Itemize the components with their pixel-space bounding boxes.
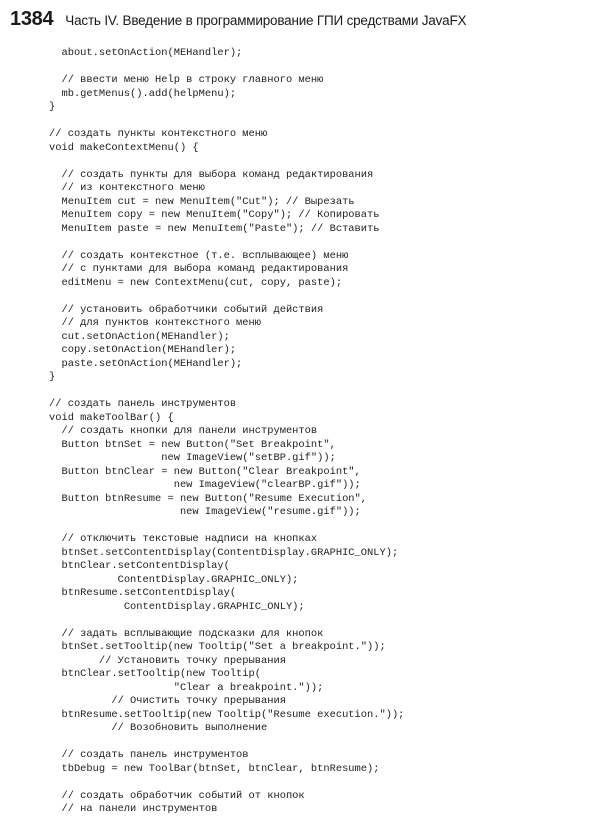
code-line	[49, 155, 594, 169]
code-line: MenuItem copy = new MenuItem("Copy"); // Копировать	[49, 209, 380, 221]
code-line: void makeContextMenu() {	[49, 141, 199, 154]
code-line	[49, 520, 594, 534]
code-line: // создать панель инструментов	[49, 749, 249, 761]
code-line: // с пунктами для выбора команд редактирования	[49, 263, 349, 275]
code-line: // создать контекстное (т.е. всплывающее) меню	[49, 249, 349, 262]
code-line: new ImageView("setBP.gif"));	[49, 452, 336, 464]
code-line: paste.setOnAction(MEHandler);	[49, 357, 243, 370]
code-line	[49, 61, 594, 75]
code-line: ContentDisplay.GRAPHIC_ONLY);	[49, 573, 299, 586]
code-line: MenuItem cut = new MenuItem("Cut"); // Вырезать	[49, 195, 355, 208]
code-line: btnSet.setTooltip(new Tooltip("Set a breakpoint."));	[49, 641, 386, 653]
code-line: copy.setOnAction(MEHandler);	[49, 344, 237, 356]
code-line: ContentDisplay.GRAPHIC_ONLY);	[49, 600, 305, 613]
code-line	[49, 776, 594, 790]
code-line: cut.setOnAction(MEHandler);	[49, 330, 230, 343]
code-line: Button btnResume = new Button("Resume Execution",	[49, 492, 368, 505]
code-line: btnClear.setContentDisplay(	[49, 560, 230, 572]
code-listing	[49, 47, 594, 817]
code-line: Button btnSet = new Button("Set Breakpoint",	[49, 438, 336, 451]
code-line: }	[49, 371, 56, 383]
running-title: Часть IV. Введение в программирование ГПИ средствами JavaFX	[65, 13, 467, 28]
code-line	[49, 614, 594, 628]
code-line: mb.getMenus().add(helpMenu);	[49, 87, 237, 100]
code-line: btnResume.setTooltip(new Tooltip("Resume execution."));	[49, 708, 405, 721]
code-line: }	[49, 101, 56, 113]
code-line: // создать пункты контекстного меню	[49, 128, 268, 140]
code-line	[49, 290, 594, 304]
code-line: // из контекстного меню	[49, 182, 205, 194]
page-header	[10, 8, 590, 38]
code-line	[49, 385, 594, 399]
code-line: about.setOnAction(MEHandler);	[49, 47, 243, 59]
code-line: // задать всплывающие подсказки для кнопок	[49, 627, 324, 640]
code-line: // Очистить точку прерывания	[49, 695, 286, 707]
code-line: // создать обработчик событий от кнопок	[49, 789, 305, 802]
code-line: editMenu = new ContextMenu(cut, copy, paste);	[49, 276, 343, 289]
page-number: 1384	[10, 8, 54, 30]
code-line: "Clear a breakpoint."));	[49, 681, 324, 694]
code-line: // отключить текстовые надписи на кнопках	[49, 533, 318, 545]
code-line: void makeToolBar() {	[49, 411, 174, 424]
code-line: // создать кнопки для панели инструментов	[49, 425, 318, 437]
code-line: // для пунктов контекстного меню	[49, 317, 262, 329]
code-line	[49, 115, 594, 129]
code-line: new ImageView("resume.gif"));	[49, 506, 361, 518]
code-line: Button btnClear = new Button("Clear Breakpoint",	[49, 465, 361, 478]
code-line: btnClear.setTooltip(new Tooltip(	[49, 668, 262, 680]
code-line: // создать панель инструментов	[49, 398, 237, 410]
code-line: // установить обработчики событий действия	[49, 303, 324, 316]
code-line: // Установить точку прерывания	[49, 654, 286, 667]
code-line: // на панели инструментов	[49, 803, 218, 815]
code-line: MenuItem paste = new MenuItem("Paste"); // Вставить	[49, 222, 380, 235]
code-line	[49, 236, 594, 250]
code-line: tbDebug = new ToolBar(btnSet, btnClear, btnResume);	[49, 762, 380, 775]
code-line: // ввести меню Help в строку главного меню	[49, 74, 324, 86]
code-line: new ImageView("clearBP.gif"));	[49, 479, 361, 491]
code-line: btnSet.setContentDisplay(ContentDisplay.GRAPHIC_ONLY);	[49, 546, 399, 559]
code-line: // Возобновить выполнение	[49, 722, 268, 734]
code-line: // создать пункты для выбора команд редактирования	[49, 168, 374, 181]
code-line	[49, 736, 594, 750]
code-line: btnResume.setContentDisplay(	[49, 587, 237, 599]
